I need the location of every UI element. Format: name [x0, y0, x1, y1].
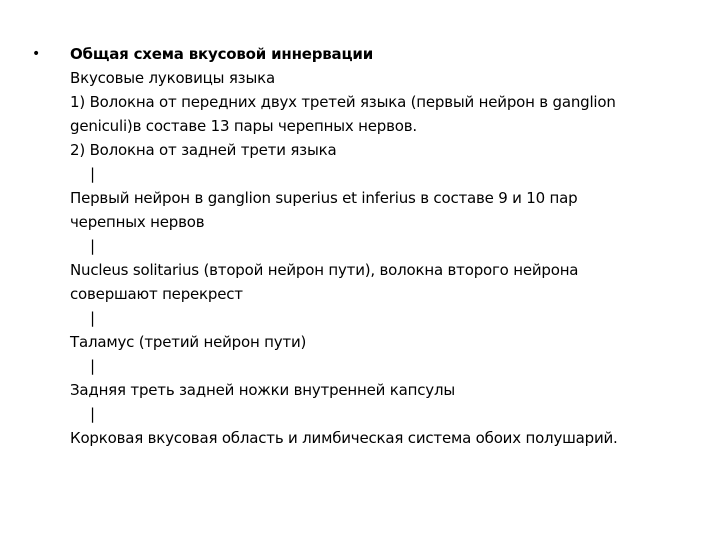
flow-connector: | [90, 237, 95, 255]
text-line: Таламус (третий нейрон пути) [70, 333, 307, 351]
text-line: совершают перекрест [70, 285, 243, 303]
text-line: 1) Волокна от передних двух третей языка (первый нейрон в ganglion [70, 93, 616, 111]
text-line: Первый нейрон в ganglion superius et inferius в составе 9 и 10 пар [70, 189, 578, 207]
text-line: Вкусовые луковицы языка [70, 69, 275, 87]
text-line: черепных нервов [70, 213, 205, 231]
flow-connector: | [90, 357, 95, 375]
slide-heading: Общая схема вкусовой иннервации [70, 45, 374, 63]
flow-connector: | [90, 405, 95, 423]
text-line: Nucleus solitarius (второй нейрон пути), волокна второго нейрона [70, 261, 579, 279]
slide-content [70, 42, 710, 450]
text-line: 2) Волокна от задней трети языка [70, 141, 337, 159]
flow-connector: | [90, 165, 95, 183]
bullet-marker: • [32, 46, 41, 62]
flow-connector: | [90, 309, 95, 327]
text-line: Корковая вкусовая область и лимбическая система обоих полушарий. [70, 429, 618, 447]
text-line: Задняя треть задней ножки внутренней капсулы [70, 381, 455, 399]
text-line: geniculi)в составе 13 пары черепных нервов. [70, 117, 417, 135]
